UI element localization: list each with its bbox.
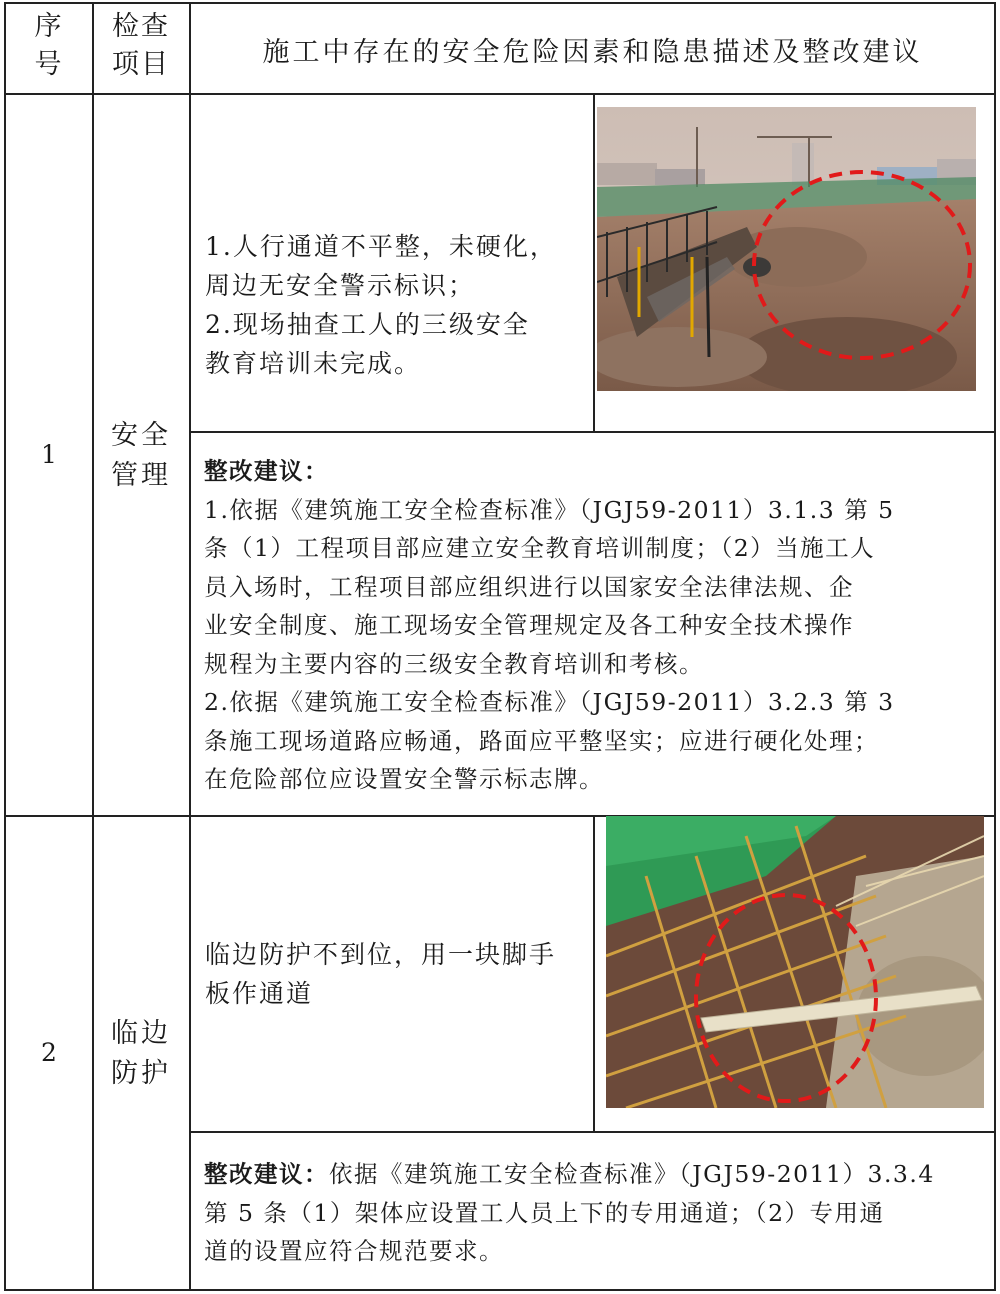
table-border-bottom	[4, 1289, 996, 1291]
suggestion-line: 1.依据《建筑施工安全检查标准》（JGJ59-2011）3.1.3 第 5	[204, 495, 895, 524]
hazard-line: 1.人行通道不平整，未硬化，	[205, 232, 557, 261]
table-border-left	[4, 2, 6, 1291]
suggestion-line: 2.依据《建筑施工安全检查标准》（JGJ59-2011）3.2.3 第 3	[204, 688, 895, 716]
suggestion-lead: 整改建议：	[204, 457, 329, 485]
suggestion-2	[204, 1155, 986, 1271]
hazard-description-2	[205, 935, 590, 1013]
suggestion-line: 在危险部位应设置安全警示标志牌。	[204, 765, 604, 793]
hazard-line: 临边防护不到位，用一块脚手	[205, 940, 557, 969]
suggestion-lead: 整改建议：	[204, 1160, 329, 1188]
col-divider-1	[92, 2, 94, 1291]
suggestion-line: 业安全制度、施工现场安全管理规定及各工种安全技术操作	[204, 611, 854, 639]
suggestion-1	[204, 452, 986, 799]
hazard-line: 周边无安全警示标识；	[205, 271, 476, 300]
row1-photo-divider	[593, 94, 595, 432]
table-border-right	[994, 2, 996, 1291]
hazard-line: 2.现场抽查工人的三级安全	[205, 310, 530, 339]
row-number-1: 1	[41, 440, 57, 469]
construction-site-photo	[597, 107, 976, 391]
table-border-top	[4, 2, 996, 4]
suggestion-line: 规程为主要内容的三级安全教育培训和考核。	[204, 649, 704, 678]
header-divider	[4, 93, 996, 95]
suggestion-text: 依据《建筑施工安全检查标准》（JGJ59-2011）3.3.4	[329, 1160, 935, 1188]
row-category-1: 安全管理	[111, 420, 171, 491]
suggestion-line: 道的设置应符合规范要求。	[204, 1237, 504, 1265]
suggestion-line: 条（1）工程项目部应建立安全教育培训制度；（2）当施工人	[204, 534, 876, 562]
scaffold-photo	[606, 816, 984, 1108]
header-col-item: 检查项目	[112, 11, 170, 80]
col-divider-2	[189, 2, 191, 1291]
suggestion-line: 第 5 条（1）架体应设置工人员上下的专用通道；（2）专用通	[204, 1198, 885, 1227]
row2-photo-divider	[593, 816, 595, 1132]
header-col-no: 序号	[34, 11, 64, 80]
hazard-line: 教育培训未完成。	[205, 349, 422, 378]
header-col-desc: 施工中存在的安全危险因素和隐患描述及整改建议	[262, 37, 923, 68]
hazard-line: 板作通道	[205, 979, 314, 1008]
hazard-description-1	[205, 227, 590, 383]
suggestion-line	[204, 1155, 986, 1194]
row-number-2: 2	[41, 1038, 57, 1067]
suggestion-line: 条施工现场道路应畅通，路面应平整坚实；应进行硬化处理；	[204, 726, 879, 755]
row-category-2: 临边防护	[111, 1018, 171, 1089]
suggestion-line: 员入场时，工程项目部应组织进行以国家安全法律法规、企	[204, 572, 854, 601]
